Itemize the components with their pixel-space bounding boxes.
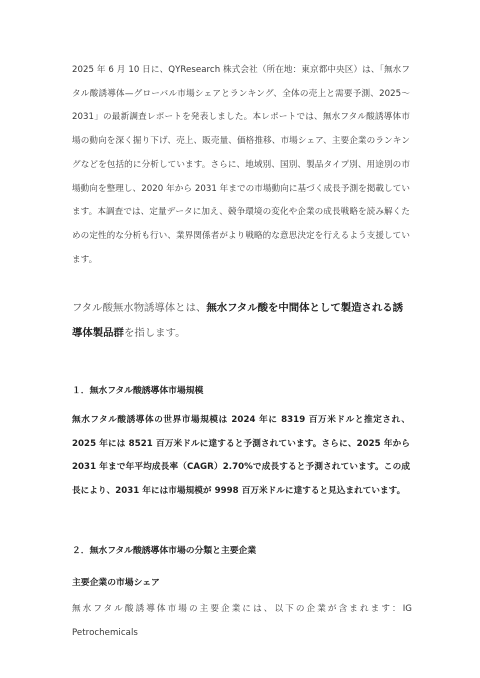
definition-prefix: フタル酸無水物誘導体とは、 [72, 302, 207, 314]
section-heading-classification: ２．無水フタル酸誘導体市場の分類と主要企業 [72, 546, 257, 556]
subheading-market-share: 主要企業の市場シェア [72, 578, 160, 588]
market-size-paragraph: 無水フタル酸誘導体の世界市場規模は 2024 年に 8319 百万米ドルと推定され、2025 年には 8521 百万米ドルに達すると予測されています。さらに、2025 年から 2031 年まで年平均成長率（CAGR）2.70%で成長すると予測されています。この成長により、2031 年には市場規模が 9998 百万米ドルに達すると見込まれています。 [72, 415, 410, 497]
intro-paragraph: 2025 年 6 月 10 日に、QYResearch 株式会社（所在地：東京都中央区）は、「無水フタル酸誘導体—グローバル市場シェアとランキング、全体の売上と需要予測、2025～2031」の最新調査レポートを発表しました。本レポートでは、無水フタル酸誘導体市場の動向を深く掘り下げ、売上、販売量、価格推移、市場シェア、主要企業のランキングなどを包括的に分析しています。さらに、地域別、国別、製品タイプ別、用途別の市場動向を整理し、2020 年から 2031 年までの市場動向に基づく成長予測を掲載しています。本調査では、定量データに加え、競争環境の変化や企業の成長戦略を読み解くための定性的な分析も行い、業界関係者がより戦略的な意思決定を行えるよう支援しています。 [72, 65, 410, 265]
section-heading-market-size: １．無水フタル酸誘導体市場規模 [72, 386, 204, 396]
key-companies-paragraph: 無水フタル酸誘導体市場の主要企業には、以下の企業が含まれます：IG Petrochemicals [72, 604, 412, 638]
definition-suffix: を指します。 [123, 327, 186, 339]
definition-paragraph [72, 296, 412, 346]
definition-emphasis: 無水フタル酸を中間体として製造される誘導体製品群 [72, 302, 404, 339]
